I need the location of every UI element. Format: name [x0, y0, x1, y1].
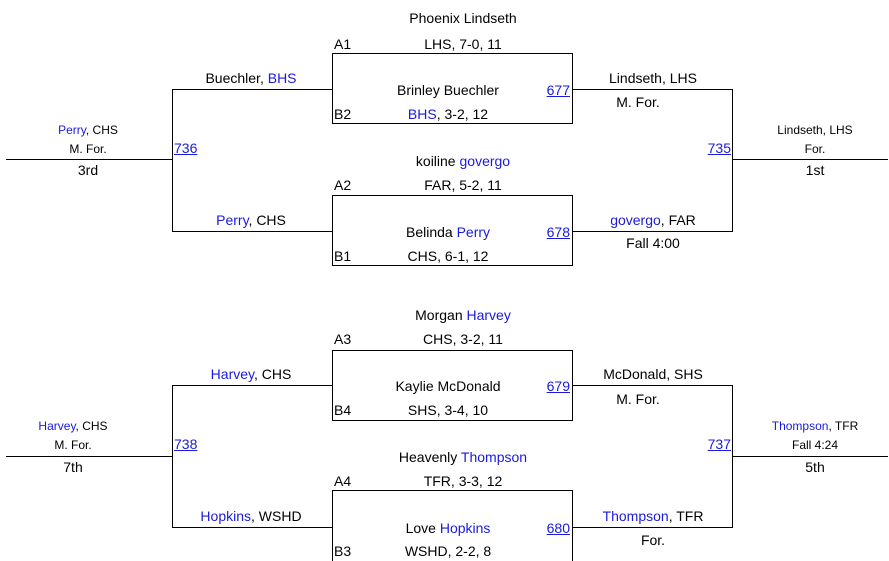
line — [172, 385, 333, 386]
line — [572, 527, 733, 528]
wrestler-link[interactable]: Perry — [216, 212, 249, 228]
seed-label: B1 — [334, 248, 352, 264]
line — [332, 265, 573, 266]
wrestler-info: WSHD, 2-2, 8 — [404, 543, 492, 559]
line — [172, 527, 333, 528]
seed-label: B2 — [334, 106, 352, 122]
bout-number-link[interactable]: 737 — [707, 436, 731, 452]
wrestler-name: Heavenly Thompson — [398, 449, 528, 465]
bout-number-link[interactable]: 678 — [546, 224, 570, 240]
wrestler-link[interactable]: Hopkins — [439, 520, 491, 536]
advancer-label: Perry, CHS — [216, 212, 286, 228]
advancer-label: govergo, FAR — [610, 212, 696, 228]
line — [572, 231, 733, 232]
line — [332, 490, 333, 561]
line — [732, 89, 733, 232]
school-link[interactable]: BHS — [267, 70, 297, 86]
match-result: M. For. — [616, 94, 660, 110]
line — [572, 385, 733, 386]
wrestler-link[interactable]: Thompson — [771, 419, 829, 433]
wrestler-link[interactable]: govergo — [459, 153, 511, 169]
placer-name: Perry, CHS — [58, 123, 118, 137]
advancer-label: Thompson, TFR — [602, 508, 704, 524]
line — [572, 89, 733, 90]
wrestler-link[interactable]: Thompson — [602, 508, 669, 524]
line — [332, 53, 573, 54]
bout-number-link[interactable]: 735 — [707, 140, 731, 156]
advancer-label: Hopkins, WSHD — [200, 508, 302, 524]
placer-name: Harvey, CHS — [38, 419, 108, 433]
line — [172, 231, 333, 232]
wrestler-link[interactable]: Harvey — [466, 307, 511, 323]
line — [332, 420, 573, 421]
wrestler-name: Love Hopkins — [405, 520, 491, 536]
bout-number-link[interactable]: 677 — [546, 82, 570, 98]
wrestler-name: Kaylie McDonald — [395, 378, 501, 394]
advancer-label: Buechler, BHS — [205, 70, 297, 86]
wrestler-link[interactable]: Perry — [58, 123, 86, 137]
seed-label: A1 — [334, 36, 352, 52]
wrestler-link[interactable]: Thompson — [460, 449, 528, 465]
wrestler-info: CHS, 6-1, 12 — [407, 248, 489, 264]
wrestler-info: BHS, 3-2, 12 — [407, 106, 489, 122]
advancer-label: Lindseth, LHS — [609, 70, 697, 86]
bout-number-link[interactable]: 736 — [174, 140, 198, 156]
line — [732, 456, 888, 457]
line — [332, 195, 573, 196]
seed-label: A3 — [334, 331, 352, 347]
wrestler-name: Phoenix Lindseth — [409, 10, 517, 26]
bout-number-link[interactable]: 680 — [546, 520, 570, 536]
match-result: M. For. — [69, 142, 107, 156]
match-result: Fall 4:00 — [626, 235, 680, 251]
line — [572, 490, 573, 561]
match-result: M. For. — [616, 391, 660, 407]
placer-name: Lindseth, LHS — [777, 123, 853, 137]
wrestler-info: CHS, 3-2, 11 — [423, 331, 503, 347]
advancer-label: McDonald, SHS — [603, 366, 703, 382]
line — [332, 350, 573, 351]
wrestler-link[interactable]: Harvey — [210, 366, 254, 382]
match-result: M. For. — [54, 438, 92, 452]
bout-number-link[interactable]: 679 — [546, 378, 570, 394]
wrestler-name: Belinda Perry — [405, 224, 491, 240]
place-label: 1st — [805, 162, 825, 178]
wrestler-info: FAR, 5-2, 11 — [424, 177, 502, 193]
seed-label: A2 — [334, 177, 352, 193]
wrestler-link[interactable]: Harvey — [38, 419, 76, 433]
place-label: 7th — [63, 459, 83, 475]
wrestler-name: koiline govergo — [415, 153, 511, 169]
wrestler-name: Morgan Harvey — [415, 307, 511, 323]
place-label: 5th — [805, 459, 825, 475]
wrestler-info: TFR, 3-3, 12 — [423, 473, 503, 489]
match-result: Fall 4:24 — [791, 438, 839, 452]
line — [332, 490, 573, 491]
seed-label: A4 — [334, 473, 352, 489]
wrestler-name: Brinley Buechler — [397, 82, 499, 98]
placer-name: Thompson, TFR — [771, 419, 859, 433]
wrestler-info: SHS, 3-4, 10 — [407, 402, 489, 418]
line — [732, 159, 888, 160]
wrestler-link[interactable]: Hopkins — [200, 508, 252, 524]
bout-number-link[interactable]: 738 — [174, 436, 198, 452]
school-link[interactable]: BHS — [407, 106, 437, 122]
seed-label: B3 — [334, 543, 352, 559]
line — [6, 456, 173, 457]
line — [6, 159, 173, 160]
seed-label: B4 — [334, 402, 352, 418]
wrestler-link[interactable]: Perry — [456, 224, 491, 240]
match-result: For. — [804, 142, 826, 156]
wrestler-info: LHS, 7-0, 11 — [424, 36, 502, 52]
place-label: 3rd — [77, 162, 99, 178]
line — [172, 89, 333, 90]
wrestler-link[interactable]: govergo — [610, 212, 661, 228]
match-result: For. — [640, 532, 666, 548]
line — [172, 89, 173, 232]
line — [332, 123, 573, 124]
advancer-label: Harvey, CHS — [210, 366, 292, 382]
